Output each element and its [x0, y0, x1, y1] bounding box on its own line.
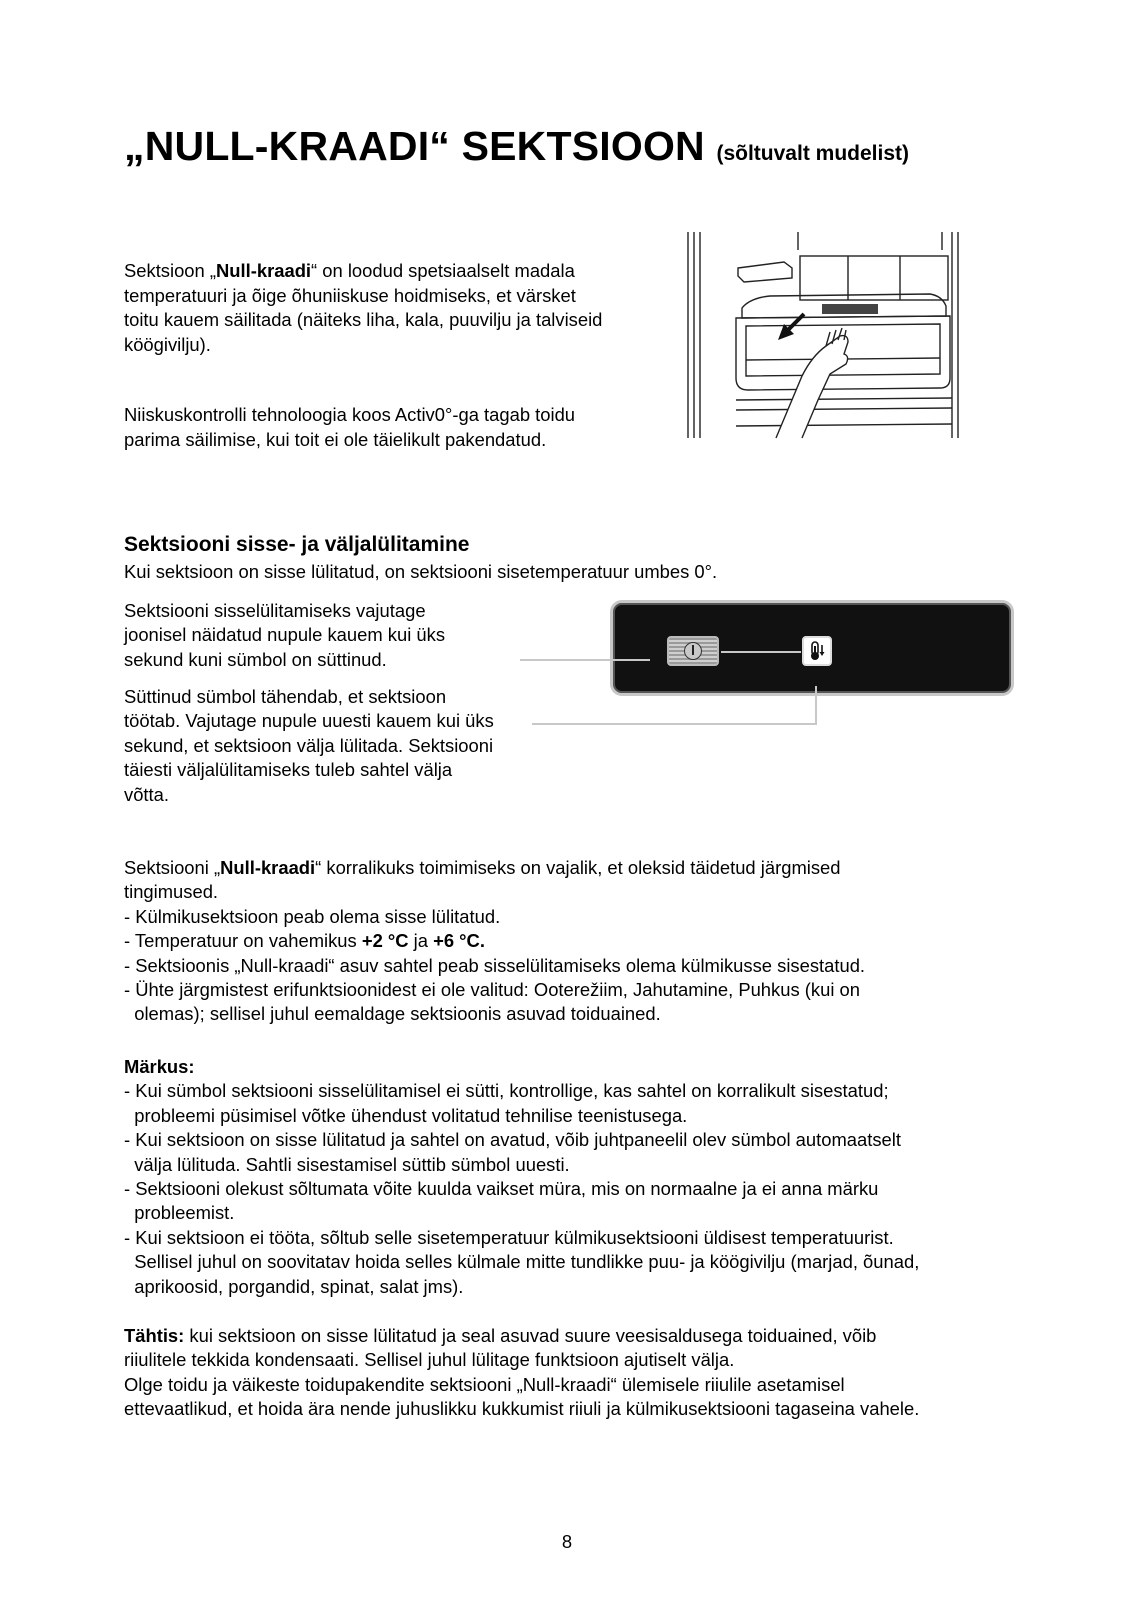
bold-term: Null-kraadi — [220, 857, 316, 878]
fridge-drawer-illustration — [680, 228, 980, 448]
power-icon — [684, 642, 702, 660]
condition-item: - Sektsioonis „Null-kraadi“ asuv sahtel peab sisselülitamiseks olema külmikusse sisestatud. — [124, 954, 866, 976]
important-text: kui sektsioon on sisse lülitatud ja seal asuvad suure veesisaldusega toiduained, võib riiulitele tekkida kondensaati. Sellisel juhul lülitage funktsioon ajutiselt välja. Olge toidu ja väikeste toidupakendite sektsiooni „Null-kraadi“ ülemisele riiulile asetamisel ettevaatlikud, et hoida ära nende juhuslikku kukkumist riiuli ja külmikusektsiooni tagaseina vahele. — [124, 1325, 920, 1420]
condition-item: - Temperatuur on vahemikus +2 °C ja +6 °C. — [124, 930, 485, 952]
note-list — [124, 1079, 1024, 1299]
leader-line-button — [520, 659, 650, 661]
leader-line-indicator-vertical — [815, 686, 817, 725]
note-item: - Kui sektsioon ei tööta, sõltub selle sisetemperatuur külmikusektsiooni üldisest temperatuurist. Sellisel juhul on soovitatav hoida selles külmale mitte tundlikke puu- ja köögivilju (marjad, õunad, aprikoosid, porgandid, spinat, salat jms). — [124, 1226, 920, 1297]
condition-item: - Külmikusektsioon peab olema sisse lülitatud. — [124, 905, 501, 927]
important-block — [124, 1324, 1024, 1422]
title-subtitle: (sõltuvalt mudelist) — [716, 142, 909, 165]
conditions-block — [124, 856, 1024, 1027]
title-main: „NULL-KRAADI“ SEKTSIOON — [124, 123, 705, 169]
power-button[interactable] — [667, 636, 719, 666]
note-item: - Sektsiooni olekust sõltumata võite kuulda vaikset müra, mis on normaalne ja ei anna märku probleemist. — [124, 1178, 879, 1224]
intro-text — [124, 235, 664, 477]
intro-paragraph-2: Niiskuskontrolli tehnoloogia koos Activ0°-ga tagab toidu parima säilimise, kui toit ei ole täielikult pakendatud. — [124, 404, 576, 450]
page-title — [124, 122, 909, 178]
step-off-text: Süttinud sümbol tähendab, et sektsioon töötab. Vajutage nupule uuesti kauem kui üks sekund, et sektsioon välja lülitada. Sektsiooni täiesti väljalülitamiseks tuleb sahtel välja võtta. — [124, 686, 494, 805]
section-lead: Kui sektsioon on sisse lülitatud, on sektsiooni sisetemperatuur umbes 0°. — [124, 561, 718, 582]
important-label: Tähtis: — [124, 1325, 185, 1346]
note-item: - Kui sektsioon on sisse lülitatud ja sahtel on avatud, võib juhtpaneelil olev sümbol automaatselt välja lülituda. Sahtli sisestamisel süttib sümbol uuesti. — [124, 1129, 901, 1175]
page-number: 8 — [561, 1531, 573, 1552]
thermometer-icon — [806, 640, 828, 662]
bold-term: Null-kraadi — [216, 260, 312, 282]
step-on-text: Sektsiooni sisselülitamiseks vajutage joonisel näidatud nupule kauem kui üks sekund kuni sümbol on süttinud. — [124, 600, 446, 670]
zero-degree-indicator — [802, 636, 832, 666]
note-heading: Märkus: — [124, 1056, 195, 1077]
conditions-intro: Sektsiooni „Null-kraadi“ korralikuks toimimiseks on vajalik, et oleksid täidetud järgmised tingimused. — [124, 857, 841, 903]
intro-paragraph-1: Sektsioon „Null-kraadi“ on loodud spetsiaalselt madala temperatuuri ja õige õhuniiskuse hoidmiseks, et värsket toitu kauem säilitada (näiteks liha, kala, puuvilju ja talviseid köögivilju). — [124, 260, 603, 355]
section-heading: Sektsiooni sisse- ja väljalülitamine — [124, 533, 470, 556]
condition-item: - Ühte järgmistest erifunktsioonidest ei ole valitud: Ooterežiim, Jahutamine, Puhkus (kui on olemas); sellisel juhul eemaldage sektsioonis asuvad toiduained. — [124, 979, 860, 1025]
note-block — [124, 1055, 1024, 1299]
note-item: - Kui sümbol sektsiooni sisselülitamisel ei sütti, kontrollige, kas sahtel on korralikult sisestatud; probleemi püsimisel võtke ühendust volitatud tehnilise teenistusega. — [124, 1080, 889, 1126]
leader-line-indicator-horizontal — [532, 723, 817, 725]
panel-connector-line — [721, 651, 801, 653]
